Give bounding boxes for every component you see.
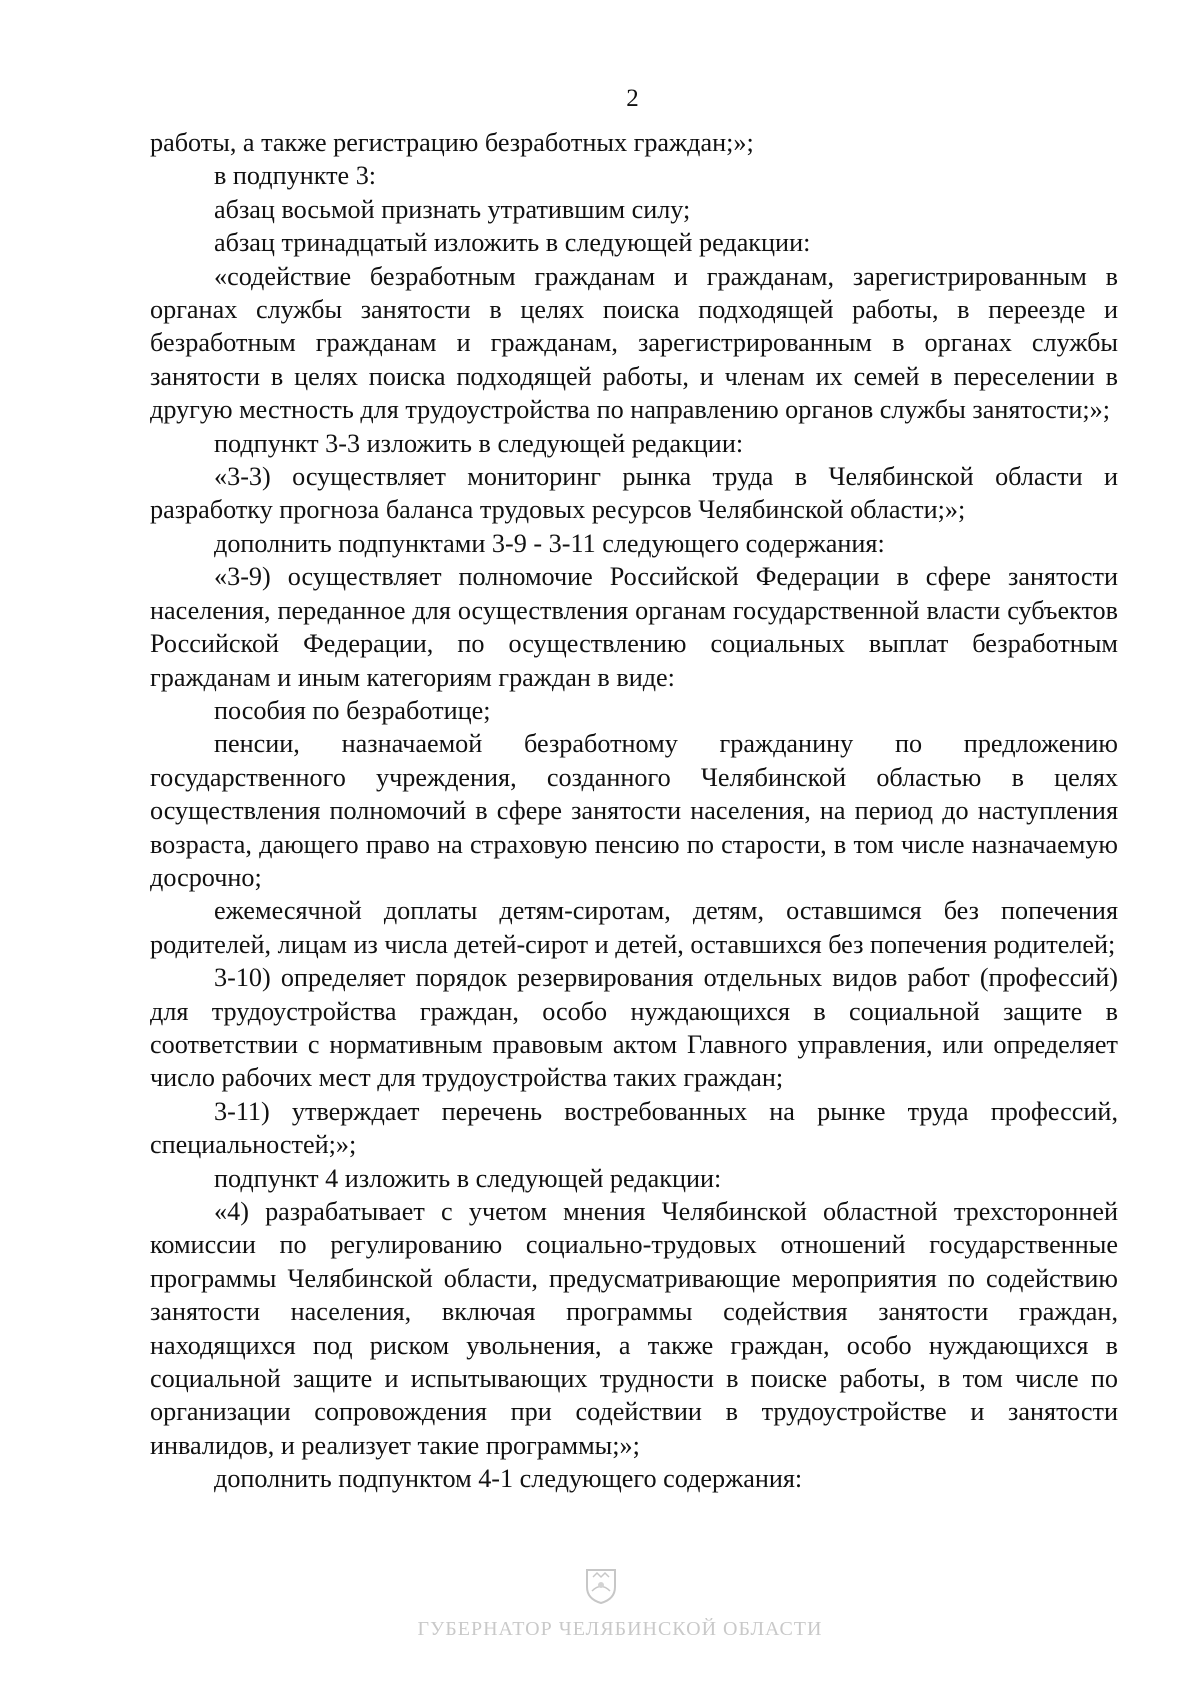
paragraph-continuation: работы, а также регистрацию безработных граждан;»; [150,128,754,157]
paragraph: абзац тринадцатый изложить в следующей редакции: [214,228,811,258]
paragraph: «содействие безработным гражданам и гражданам, зарегистрированным в органах службы занятости в целях поиска подходящей работы, в переезде и безработным гражданам и гражданам, зарегистрированным в органах службы занятости в целях поиска подходящей работы, и членам их семей в переселении в другую местность для трудоустройства по направлению органов службы занятости;»; [150,261,1118,425]
page-number: 2 [626,85,639,112]
paragraph: пенсии, назначаемой безработному гражданину по предложению государственного учреждения, созданного Челябинской областью в целях осуществления полномочий в сфере занятости населения, на период до наступления возраста, дающего право на страховую пенсию по старости, в том числе назначаемую досрочно; [150,729,1118,892]
paragraph: дополнить подпунктом 4-1 следующего содержания: [214,1464,803,1494]
coat-of-arms-icon [583,1567,619,1605]
paragraph: «4) разрабатывает с учетом мнения Челябинской областной трехсторонней комиссии по регулированию социально-трудовых отношений государственные программы Челябинской области, предусматривающие мероприятия по содействию занятости населения, включая программы содействия занятости граждан, находящихся под риском увольнения, а также граждан, особо нуждающихся в социальной защите и испытывающих трудности в поиске работы, в том числе по организации сопровождения при содействии в трудоустройстве и занятости инвалидов, и реализует такие программы;»; [150,1197,1118,1460]
paragraph: ежемесячной доплаты детям-сиротам, детям, оставшимся без попечения родителей, лицам из числа детей-сирот и детей, оставшихся без попечения родителей; [150,896,1118,959]
governor-stamp: ГУБЕРНАТОР ЧЕЛЯБИНСКОЙ ОБЛАСТИ [417,1618,823,1640]
paragraph: подпункт 3-3 изложить в следующей редакции: [214,428,744,458]
paragraph: абзац восьмой признать утратившим силу; [214,194,691,224]
paragraph: подпункт 4 изложить в следующей редакции: [214,1163,722,1193]
document-body [150,126,1118,1496]
paragraph: в подпункте 3: [214,161,377,191]
paragraph: 3-11) утверждает перечень востребованных на рынке труда профессий, специальностей;»; [150,1096,1118,1160]
paragraph: «3-9) осуществляет полномочие Российской Федерации в сфере занятости населения, переданное для осуществления органам государственной власти субъектов Российской Федерации, по осуществлению социальных выплат безработным гражданам и иным категориям граждан в виде: [150,562,1118,692]
paragraph: «3-3) осуществляет мониторинг рынка труда в Челябинской области и разработку прогноза баланса трудовых ресурсов Челябинской области;»; [150,462,1118,525]
paragraph: дополнить подпунктами 3-9 - 3-11 следующего содержания: [214,528,885,558]
paragraph: 3-10) определяет порядок резервирования отдельных видов работ (профессий) для трудоустройства граждан, особо нуждающихся в социальной защите в соответствии с нормативным правовым актом Главного управления, или определяет число рабочих мест для трудоустройства таких граждан; [150,963,1118,1093]
paragraph: пособия по безработице; [214,695,491,725]
